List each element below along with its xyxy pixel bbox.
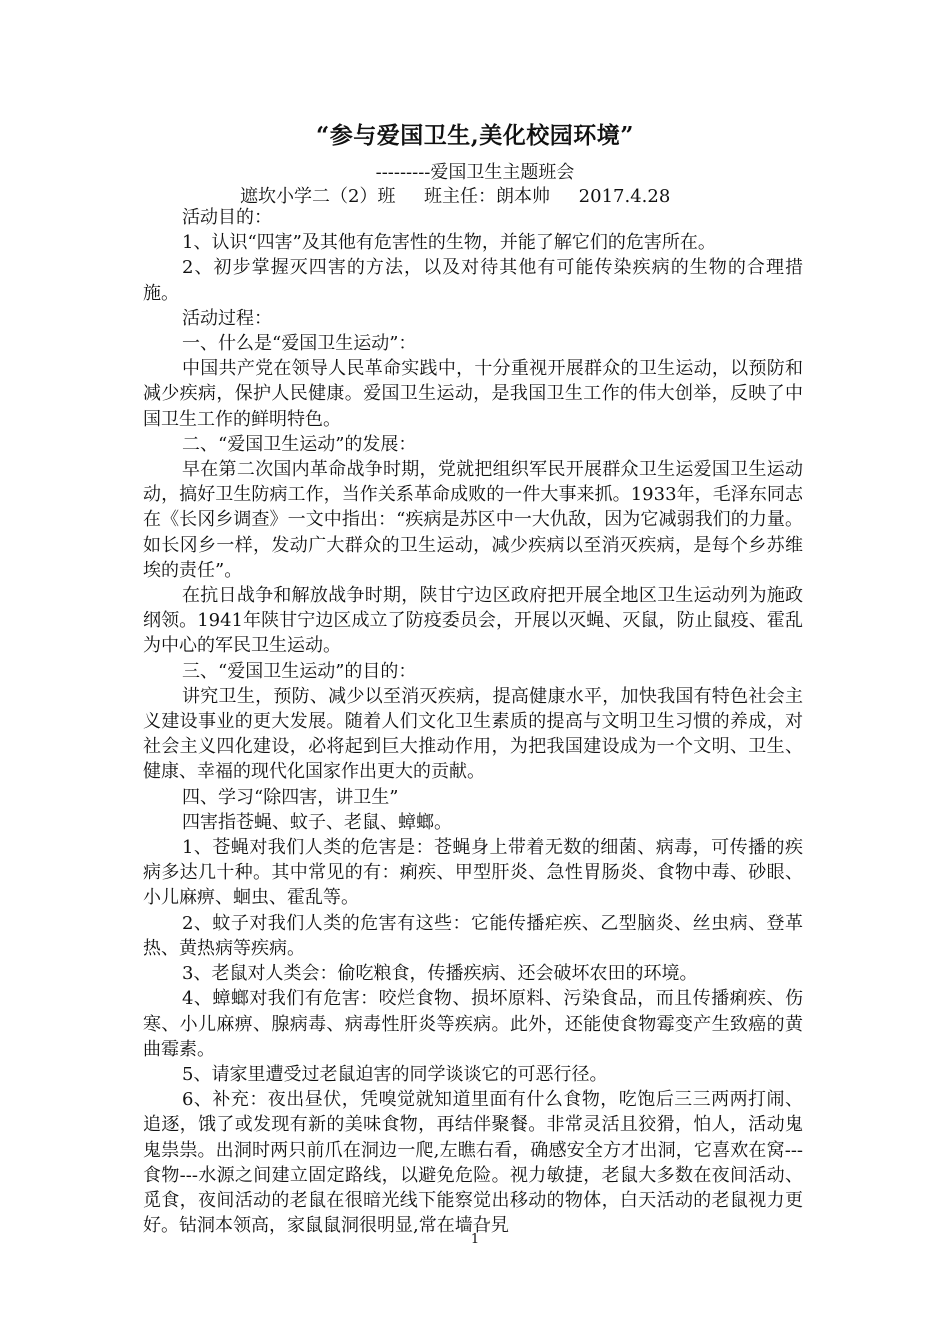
paragraph: 2、蚊子对我们人类的危害有这些：它能传播疟疾、乙型脑炎、丝虫病、登革热、黄热病等疾病。 [143,912,803,959]
page-number: 1 [470,1232,480,1247]
paragraph: 4、蟑螂对我们有危害：咬烂食物、损坏原料、污染食品，而且传播痢疾、伤寒、小儿麻痹、腺病毒、病毒性肝炎等疾病。此外，还能使食物霉变产生致癌的黄曲霉素。 [143,988,803,1060]
paragraph: 一、什么是“爱国卫生运动”： [182,333,417,355]
paragraph: 二、“爱国卫生运动”的发展： [182,433,417,455]
paragraph: 5、请家里遭受过老鼠迫害的同学谈谈它的可恶行径。 [182,1063,608,1085]
paragraph: 早在第二次国内革命战争时期，党就把组织军民开展群众卫生运爱国卫生运动动，搞好卫生防病工作，当作关系革命成败的一件大事来抓。1933年，毛泽东同志在《长冈乡调查》一文中指出：“疾病是苏区中一大仇敌，因为它减弱我们的力量。如长冈乡一样，发动广大群众的卫生运动，减少疾病以至消灭疾病，是每个乡苏维埃的责任”。 [143,459,803,581]
paragraph: 1、苍蝇对我们人类的危害是：苍蝇身上带着无数的细菌、病毒，可传播的疾病多达几十种。其中常见的有：痢疾、甲型肝炎、急性胃肠炎、食物中毒、砂眼、小儿麻痹、蛔虫、霍乱等。 [143,837,803,909]
paragraph: 三、“爱国卫生运动”的目的： [182,660,417,682]
paragraph: 1、认识“四害”及其他有危害性的生物，并能了解它们的危害所在。 [182,232,716,254]
paragraph: 3、老鼠对人类会：偷吃粮食，传播疾病、还会破坏农田的环境。 [182,963,698,985]
paragraph: 在抗日战争和解放战争时期，陕甘宁边区政府把开展全地区卫生运动列为施政纲领。1941年陕甘宁边区成立了防疫委员会，开展以灭蝇、灭鼠，防止鼠疫、霍乱为中心的军民卫生运动。 [143,585,803,657]
document-body [143,205,803,1238]
paragraph: 四、学习“除四害，讲卫生” [182,786,399,808]
paragraph: 6、补充：夜出昼伏，凭嗅觉就知道里面有什么食物，吃饱后三三两两打闹、追逐，饿了或发现有新的美味食物，再结伴聚餐。非常灵活且狡猾，怕人，活动鬼鬼祟祟。出洞时两只前爪在洞边一爬,左瞧右看，确感安全方才出洞，它喜欢在窝---食物---水源之间建立固定路线，以避免危险。视力敏捷，老鼠大多数在夜间活动、觅食，夜间活动的老鼠在很暗光线下能察觉出移动的物体，白天活动的老鼠视力更好。钻洞本领高，家鼠鼠洞很明显,常在墙旮旯 [143,1089,803,1237]
document-meta: 遮坎小学二（2）班 班主任：朗本帅 2017.4.28 [240,186,671,207]
paragraph: 2、初步掌握灭四害的方法，以及对待其他有可能传染疾病的生物的合理措施。 [143,257,803,304]
paragraph: 活动目的： [182,207,272,228]
document-subtitle: ---------爱国卫生主题班会 [375,162,575,183]
document-title: “参与爱国卫生,美化校园环境” [316,122,634,149]
paragraph: 中国共产党在领导人民革命实践中，十分重视开展群众的卫生运动，以预防和减少疾病，保护人民健康。爱国卫生运动，是我国卫生工作的伟大创举，反映了中国卫生工作的鲜明特色。 [143,358,803,430]
paragraph: 四害指苍蝇、蚊子、老鼠、蟑螂。 [182,811,452,833]
paragraph: 活动过程： [182,307,272,329]
paragraph: 讲究卫生，预防、减少以至消灭疾病，提高健康水平，加快我国有特色社会主义建设事业的更大发展。随着人们文化卫生素质的提高与文明卫生习惯的养成，对社会主义四化建设，必将起到巨大推动作用，为把我国建设成为一个文明、卫生、健康、幸福的现代化国家作出更大的贡献。 [143,685,803,783]
